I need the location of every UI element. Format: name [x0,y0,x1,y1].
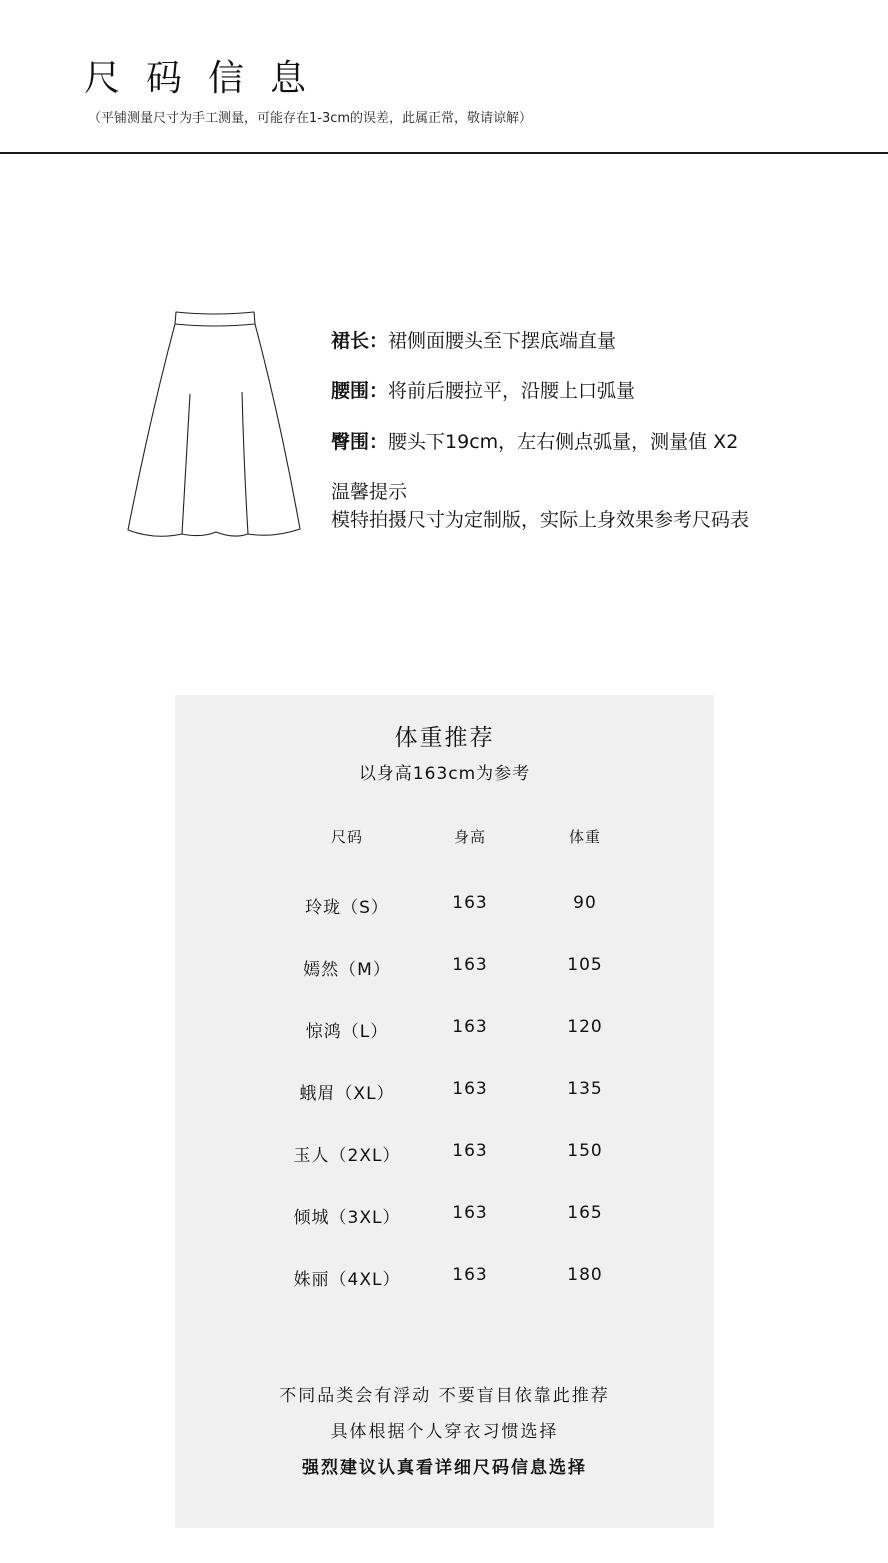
hip-description [331,427,738,454]
weight-cell: 105 [567,955,603,975]
size-cell: 玲珑（S） [305,898,389,918]
weight-recommendation-panel [175,695,714,1528]
weight-cell: 135 [567,1079,603,1099]
weight-cell: 120 [567,1017,603,1037]
skirt-length-text: 裙侧面腰头至下摆底端直量 [388,330,617,352]
size-cell: 姝丽（4XL） [293,1270,401,1290]
hip-label: 臀围： [331,431,389,453]
height-cell: 163 [452,1017,488,1037]
height-cell: 163 [452,1203,488,1223]
header-size: 尺码 [330,828,363,846]
size-cell: 玉人（2XL） [293,1146,401,1166]
waist-description [331,376,635,403]
recommendation-note-emphasis: 强烈建议认真看详细尺码信息选择 [302,1458,587,1478]
size-cell: 惊鸿（L） [305,1022,389,1042]
weight-cell: 90 [573,893,597,913]
height-cell: 163 [452,955,488,975]
tip-text: 模特拍摄尺寸为定制版，实际上身效果参考尺码表 [331,509,750,531]
panel-subtitle: 以身高163cm为参考 [358,764,531,784]
tip-title: 温馨提示 [331,481,408,503]
weight-cell: 150 [567,1141,603,1161]
weight-cell: 165 [567,1203,603,1223]
skirt-outline-icon [124,308,304,540]
waist-text: 将前后腰拉平，沿腰上口弧量 [388,380,636,402]
skirt-length-description [331,326,616,353]
header-weight: 体重 [568,828,601,846]
size-cell: 蛾眉（XL） [299,1084,395,1104]
size-cell: 倾城（3XL） [293,1208,401,1228]
height-cell: 163 [452,1265,488,1285]
skirt-length-label: 裙长： [331,330,389,352]
recommendation-note: 具体根据个人穿衣习惯选择 [330,1422,559,1442]
header-divider [0,152,888,154]
size-cell: 嫣然（M） [303,960,391,980]
header-height: 身高 [453,828,486,846]
measurement-disclaimer: （平铺测量尺寸为手工测量，可能存在1-3cm的误差，此属正常，敬请谅解） [88,111,533,126]
height-cell: 163 [452,893,488,913]
height-cell: 163 [452,1079,488,1099]
hip-text: 腰头下19cm，左右侧点弧量，测量值 X2 [388,431,739,453]
height-cell: 163 [452,1141,488,1161]
panel-title: 体重推荐 [394,725,495,751]
waist-label: 腰围： [331,380,389,402]
weight-cell: 180 [567,1265,603,1285]
page-title: 尺码信息 [84,58,333,99]
recommendation-note: 不同品类会有浮动 不要盲目依靠此推荐 [279,1386,610,1406]
